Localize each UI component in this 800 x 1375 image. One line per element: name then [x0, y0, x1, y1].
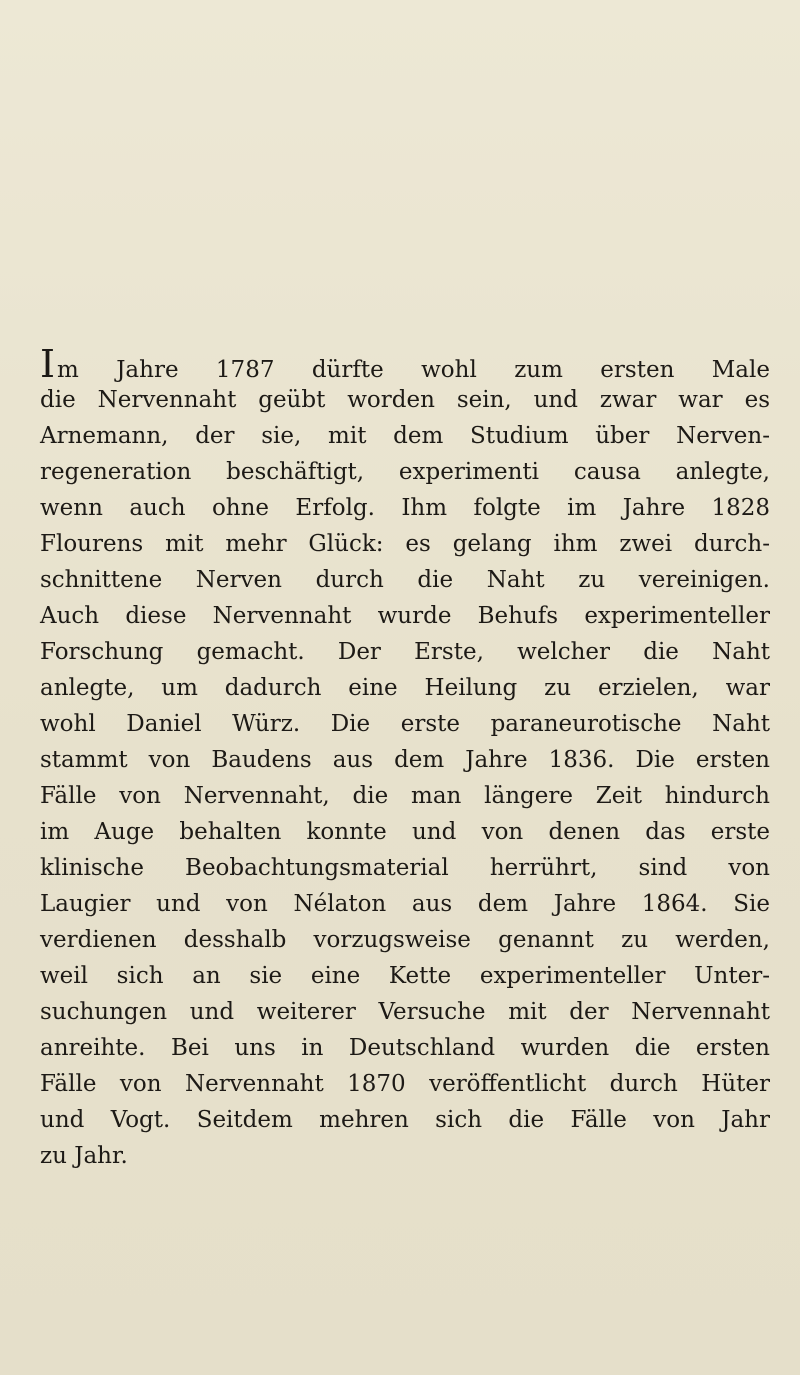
- text-line: regeneration beschäftigt, experimenti causa anlegte,: [40, 459, 770, 485]
- text-line: schnittene Nerven durch die Naht zu vereinigen.: [40, 567, 770, 593]
- text-line: anlegte, um dadurch eine Heilung zu erzielen, war: [40, 675, 770, 701]
- initial-letter: I: [40, 342, 56, 386]
- body-paragraph: [40, 342, 770, 1174]
- text-line: anreihte. Bei uns in Deutschland wurden die ersten: [40, 1035, 770, 1061]
- text-line: suchungen und weiterer Versuche mit der Nervennaht: [40, 999, 770, 1025]
- text-line: verdienen desshalb vorzugsweise genannt zu werden,: [40, 927, 770, 953]
- text-line: zu Jahr.: [40, 1143, 128, 1169]
- text-line: Laugier und von Nélaton aus dem Jahre 1864. Sie: [40, 891, 770, 917]
- text-line: Arnemann, der sie, mit dem Studium über Nerven-: [40, 423, 770, 449]
- text-line: weil sich an sie eine Kette experimenteller Unter-: [40, 963, 770, 989]
- text-line: [40, 342, 770, 386]
- text-line: Fälle von Nervennaht 1870 veröffentlicht durch Hüter: [40, 1071, 770, 1097]
- text-line: klinische Beobachtungsmaterial herrührt, sind von: [40, 855, 770, 881]
- text-line: Fälle von Nervennaht, die man längere Zeit hindurch: [40, 783, 770, 809]
- text-line: Auch diese Nervennaht wurde Behufs experimenteller: [40, 603, 770, 629]
- text-line: stammt von Baudens aus dem Jahre 1836. Die ersten: [40, 747, 770, 773]
- text-line: Flourens mit mehr Glück: es gelang ihm zwei durch-: [40, 531, 770, 557]
- text-line: Forschung gemacht. Der Erste, welcher die Naht: [40, 639, 770, 665]
- text-line-content: m Jahre 1787 dürfte wohl zum ersten Male: [57, 357, 770, 383]
- text-line: im Auge behalten konnte und von denen das erste: [40, 819, 770, 845]
- text-line: wohl Daniel Würz. Die erste paraneurotische Naht: [40, 711, 770, 737]
- text-line: die Nervennaht geübt worden sein, und zwar war es: [40, 387, 770, 413]
- text-line: wenn auch ohne Erfolg. Ihm folgte im Jahre 1828: [40, 495, 770, 521]
- text-line: und Vogt. Seitdem mehren sich die Fälle von Jahr: [40, 1107, 770, 1133]
